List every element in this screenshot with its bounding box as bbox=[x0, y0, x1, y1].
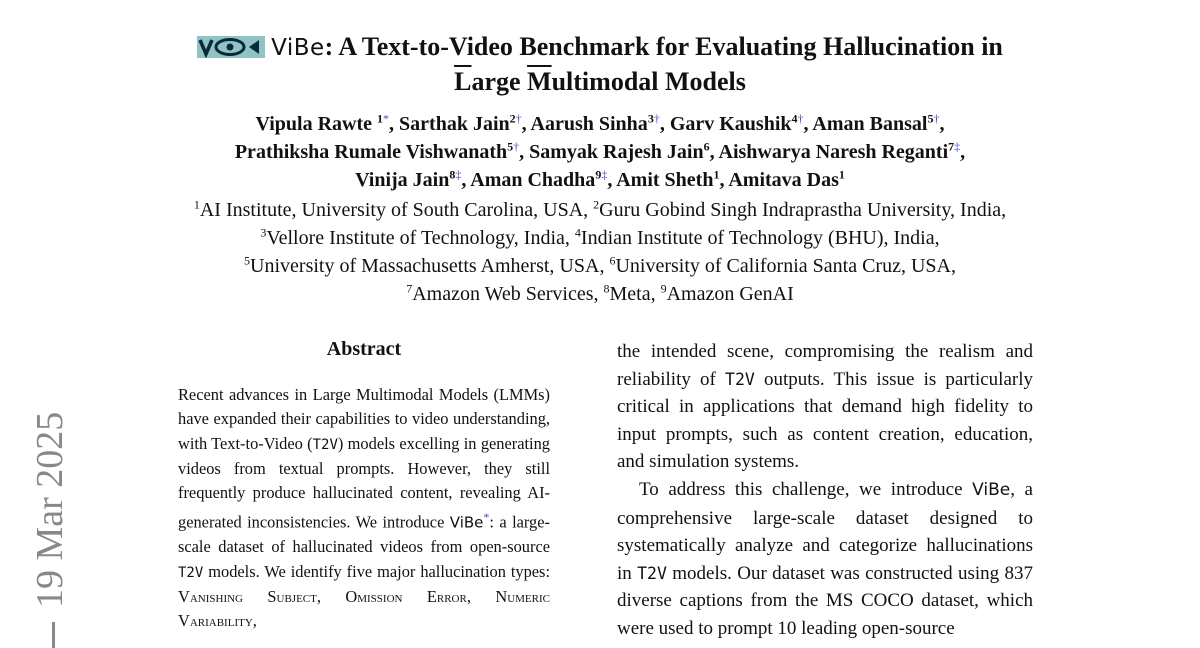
author-mark: ‡ bbox=[455, 167, 462, 182]
affiliation-text: Vellore Institute of Technology, India, bbox=[266, 227, 575, 249]
author-mark: * bbox=[383, 111, 390, 126]
affiliation-text: Amazon GenAI bbox=[666, 283, 794, 305]
affiliation-sup: 4 bbox=[574, 225, 581, 240]
author-mark: ‡ bbox=[954, 139, 961, 154]
author-name: Aarush Sinha bbox=[530, 113, 648, 135]
hallucination-type: Omission Error bbox=[345, 586, 467, 606]
body-text: models. Our dataset was constructed using 837 diverse captions from the MS COCO dataset, which were used to prompt 10 leading open-source bbox=[617, 562, 1034, 639]
affiliation-sup: 8 bbox=[603, 281, 610, 296]
title-line2-b: ultimodal Models bbox=[551, 67, 746, 96]
body-paragraph bbox=[617, 476, 1033, 643]
affiliation-sup: 5 bbox=[244, 253, 251, 268]
author-affil-sup: 3 bbox=[647, 111, 654, 126]
title-overline-l: $\overline{L}$ bbox=[454, 67, 472, 96]
author-name: Samyak Rajesh Jain bbox=[529, 141, 704, 163]
author-affil-sup: 4 bbox=[791, 111, 798, 126]
author-affil-sup: 5 bbox=[927, 111, 934, 126]
affiliation-text: University of Massachusetts Amherst, USA, bbox=[250, 255, 610, 277]
vibe-logo-icon bbox=[197, 36, 265, 58]
affiliation-sup: 3 bbox=[260, 225, 267, 240]
body-text: outputs. This issue is particularly critical in applications that demand high fidelity to input prompts, such as content creation, education, and simulation systems. bbox=[617, 368, 1033, 473]
affiliation-line bbox=[60, 252, 1140, 280]
author-affil-sup: 9 bbox=[595, 167, 602, 182]
abstract-body: Recent advances in Large Multimodal Models (LMMs) have expanded their capabilities to video understanding, with Text-to-Video (T2V) models excelling in generating videos from textual prompts. However, they still frequently produce hallucinated content, revealing AI-generated inconsistencies. We introduce ViBe*: a large-scale dataset of hallucinated videos from open-source T2V models. We identify five major hallucination types: Vanishing Subject, Omission Error, Numeric Variability, bbox=[178, 385, 550, 631]
affiliation-text: University of California Santa Cruz, USA, bbox=[615, 255, 956, 277]
author-affil-sup: 6 bbox=[703, 139, 710, 154]
author-name: Aman Chadha bbox=[470, 169, 596, 191]
affiliation-text: AI Institute, University of South Carolina, USA, bbox=[199, 199, 594, 221]
author-name: Garv Kaushik bbox=[669, 113, 792, 135]
abstract-heading: Abstract bbox=[326, 338, 402, 360]
author-name: Amitava Das bbox=[728, 169, 839, 191]
abstract-text: models. We identify five major hallucination types: bbox=[203, 561, 550, 581]
abstract-text: Recent advances in Large Multimodal Models (LMMs) have expanded their capabilities to video understanding, with Text-to-Video ( bbox=[178, 385, 550, 453]
title-overline-m: $\overline{M}$ bbox=[527, 67, 552, 96]
affiliation-list bbox=[60, 196, 1140, 308]
body-t2v: T2V bbox=[637, 563, 667, 583]
body-vibe: ViBe bbox=[972, 479, 1011, 500]
arxiv-date-stamp bbox=[28, 412, 72, 648]
author-name: Aman Bansal bbox=[812, 113, 928, 135]
author-mark: † bbox=[515, 111, 522, 126]
author-line: Prathiksha Rumale Vishwanath$^{5\dagger}$, Samyak Rajesh Jain$^6$, Aishwarya Naresh Reganti$^{7\ddagger}$, bbox=[234, 139, 966, 163]
author-mark: † bbox=[933, 111, 940, 126]
body-text: the intended scene, compromising the realism and reliability of bbox=[617, 341, 1033, 390]
affiliation-line bbox=[60, 196, 1140, 224]
author-name: Vipula Rawte bbox=[255, 113, 378, 135]
body-text: , a comprehensive large-scale dataset designed to systematically analyze and categorize hallucinations in bbox=[617, 478, 1033, 584]
author-list bbox=[100, 110, 1100, 194]
title-vibe-word: ViBe bbox=[271, 35, 325, 61]
author-name: Amit Sheth bbox=[616, 169, 714, 191]
hallucination-type: Numeric Variability bbox=[178, 586, 550, 631]
author-line: Vipula Rawte $^{1*}$, Sarthak Jain$^{2\dagger}$, Aarush Sinha$^{3\dagger}$, Garv Kaushik$^{4\dagger}$, Aman Bansal$^{5\dagger}$, bbox=[255, 111, 945, 135]
affiliation-text: Guru Gobind Singh Indraprastha University, India, bbox=[599, 199, 1007, 221]
body-right-column bbox=[617, 338, 1033, 643]
title-line2-a: arge bbox=[471, 67, 528, 96]
abstract-t2v: T2V bbox=[312, 436, 338, 453]
author-line: Vinija Jain$^{8\ddagger}$, Aman Chadha$^{9\ddagger}$, Amit Sheth$^1$, Amitava Das$^1$ bbox=[355, 167, 845, 191]
hallucination-type: Vanishing Subject bbox=[178, 586, 317, 606]
abstract-text: : a large-scale dataset of hallucinated videos from open-source bbox=[178, 512, 550, 557]
author-mark: † bbox=[653, 111, 660, 126]
affiliation-line bbox=[60, 224, 1140, 252]
author-name: Vinija Jain bbox=[355, 169, 450, 191]
author-mark: † bbox=[797, 111, 804, 126]
paper-title bbox=[100, 30, 1100, 98]
abstract-text: ) models excelling in generating videos from textual prompts. However, they still frequently produce hallucinated content, revealing AI-generated inconsistencies. We introduce bbox=[178, 433, 550, 532]
author-affil-sup: 7 bbox=[948, 139, 955, 154]
author-mark: ‡ bbox=[601, 167, 608, 182]
abstract-t2v: T2V bbox=[178, 564, 204, 581]
affiliation-sup: 1 bbox=[193, 197, 200, 212]
title-line1: : A Text-to-Video Benchmark for Evaluating Hallucination in bbox=[324, 32, 1003, 61]
author-name: Aishwarya Naresh Reganti bbox=[718, 141, 949, 163]
affiliation-sup: 9 bbox=[660, 281, 667, 296]
abstract-vibe: ViBe bbox=[449, 513, 484, 532]
affiliation-line bbox=[60, 280, 1140, 308]
author-mark: † bbox=[513, 139, 520, 154]
body-paragraph bbox=[617, 338, 1033, 476]
affiliation-sup: 6 bbox=[609, 253, 616, 268]
affiliation-text: Indian Institute of Technology (BHU), India, bbox=[580, 227, 940, 249]
author-affil-sup: 1 bbox=[713, 167, 720, 182]
author-affil-sup: 8 bbox=[449, 167, 456, 182]
affiliation-sup: 2 bbox=[593, 197, 600, 212]
affiliation-text: Meta, bbox=[609, 283, 661, 305]
author-affil-sup: 5 bbox=[507, 139, 514, 154]
affiliation-sup: 7 bbox=[406, 281, 413, 296]
author-name: Sarthak Jain bbox=[399, 113, 510, 135]
body-text: To address this challenge, we introduce bbox=[639, 478, 973, 500]
abstract-vibe-mark: * bbox=[483, 510, 490, 525]
body-t2v: T2V bbox=[725, 369, 755, 389]
author-affil-sup: 1 bbox=[377, 111, 384, 126]
arxiv-date: 19 Mar 2025 bbox=[29, 411, 71, 608]
author-affil-sup: 1 bbox=[838, 167, 845, 182]
arxiv-stamp-bar bbox=[52, 622, 55, 648]
author-affil-sup: 2 bbox=[509, 111, 516, 126]
affiliation-text: Amazon Web Services, bbox=[412, 283, 604, 305]
author-name: Prathiksha Rumale Vishwanath bbox=[234, 141, 508, 163]
